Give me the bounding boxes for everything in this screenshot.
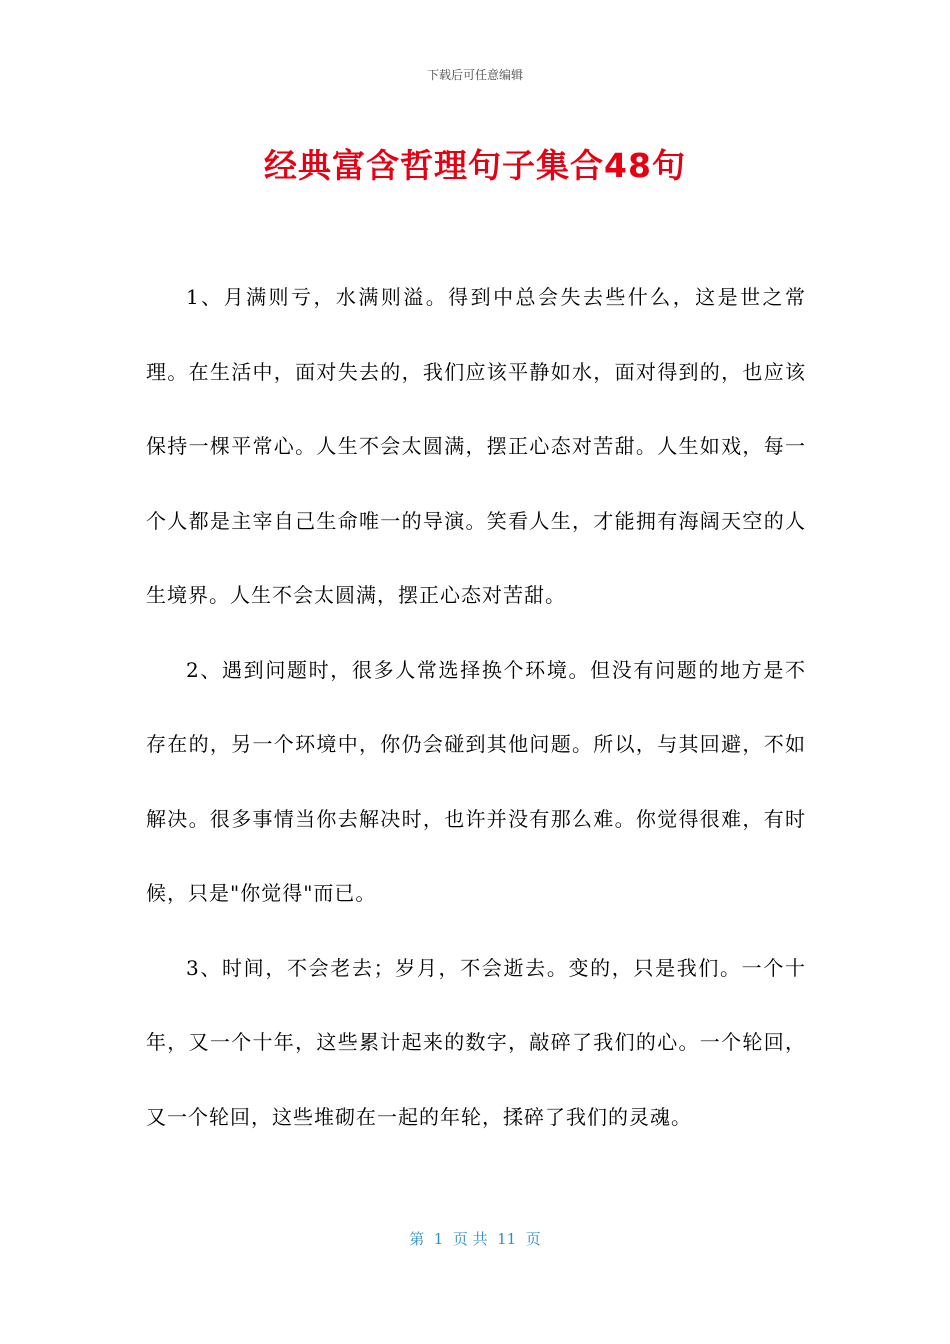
header-note: 下载后可任意编辑 (426, 68, 523, 82)
paragraph-1: 1、月满则亏，水满则溢。得到中总会失去些什么，这是世之常理。在生活中，面对失去的，我们应该平静如水，面对得到的，也应该保持一棵平常心。人生不会太圆满，摆正心态对苦甜。人生如戏，每一个人都是主宰自己生命唯一的导演。笑看人生，才能拥有海阔天空的人生境界。人生不会太圆满，摆正心态对苦甜。 (146, 285, 806, 607)
paragraph-2: 2、遇到问题时，很多人常选择换个环境。但没有问题的地方是不存在的，另一个环境中，你仍会碰到其他问题。所以，与其回避，不如解决。很多事情当你去解决时，也许并没有那么难。你觉得很难，有时候，只是"你觉得"而已。 (146, 657, 806, 905)
page-number-footer: 第 1 页 共 11 页 (409, 1230, 541, 1248)
paragraph-3: 3、时间，不会老去；岁月，不会逝去。变的，只是我们。一个十年，又一个十年，这些累计起来的数字，敲碎了我们的心。一个轮回，又一个轮回，这些堆砌在一起的年轮，揉碎了我们的灵魂。 (146, 955, 806, 1129)
document-title: 经典富含哲理句子集合48句 (264, 146, 686, 185)
document-body (146, 260, 806, 1154)
